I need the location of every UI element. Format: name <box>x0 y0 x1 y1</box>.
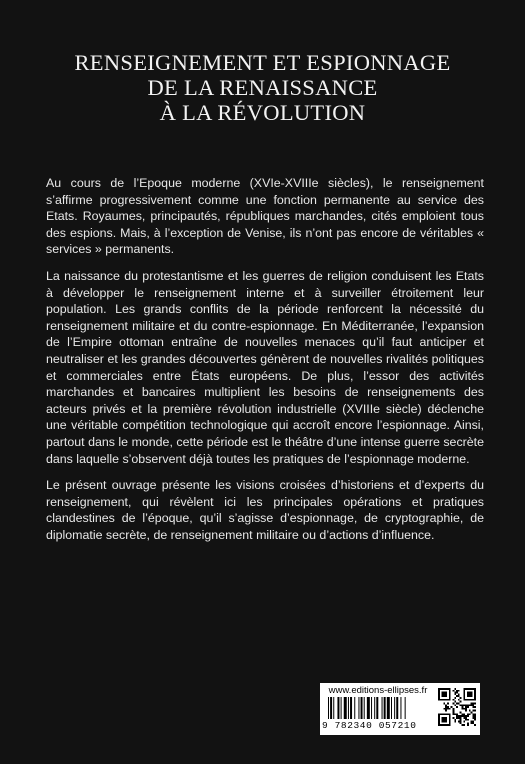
title-line-1: RENSEIGNEMENT ET ESPIONNAGE <box>74 50 451 75</box>
paragraph-3: Le présent ouvrage présente les visions croisées d’historiens et d’experts du renseignement, qui révèlent ici les principales opérations et pratiques clandestines de l’époque, qu’il s’agisse d’espionnage, de cryptographie, de diplomatie secrète, de renseignement militaire ou d’actions d’influence. <box>46 478 484 542</box>
isbn-digits: 9 782340 057210 <box>322 720 417 731</box>
title-line-2: DE LA RENAISSANCE <box>147 75 378 100</box>
blurb-text <box>46 175 484 543</box>
paragraph-1: Au cours de l’Epoque moderne (XVIe-XVIIIe siècles), le renseignement s’affirme progressivement comme une fonction permanente au service des Etats. Royaumes, principautés, républiques marchandes, cités emploient tous des espions. Mais, à l’exception de Venise, ils n’ont pas encore de véritables « services » permanents. <box>46 176 484 257</box>
qr-code-icon <box>438 688 476 726</box>
paragraph-2: La naissance du protestantisme et les guerres de religion conduisent les Etats à développer le renseignement interne et à surveiller étroitement leur population. Les grands conflits de la période renforcent la nécessité du renseignement militaire et du contre-espionnage. En Méditerranée, l’expansion de l’Empire ottoman entraîne de nouvelles menaces qu’il faut anticiper et neutraliser et les grandes découvertes génèrent de nouvelles rivalités politiques et commerciales entre États européens. De plus, l’essor des activités marchandes et bancaires multiplient les besoins de renseignements des acteurs privés et la première révolution industrielle (XVIIIe siècle) déclenche une véritable compétition technologique qui accroît encore l’espionnage. Ainsi, partout dans le monde, cette période est le théâtre d’une intense guerre secrète dans laquelle s’observent déjà toutes les pratiques de l’espionnage moderne. <box>46 268 484 466</box>
barcode-panel <box>320 683 480 735</box>
title-line-3: À LA RÉVOLUTION <box>159 100 366 125</box>
isbn-barcode <box>328 697 432 719</box>
book-title <box>0 50 525 125</box>
publisher-website: www.editions-ellipses.fr <box>328 685 428 696</box>
